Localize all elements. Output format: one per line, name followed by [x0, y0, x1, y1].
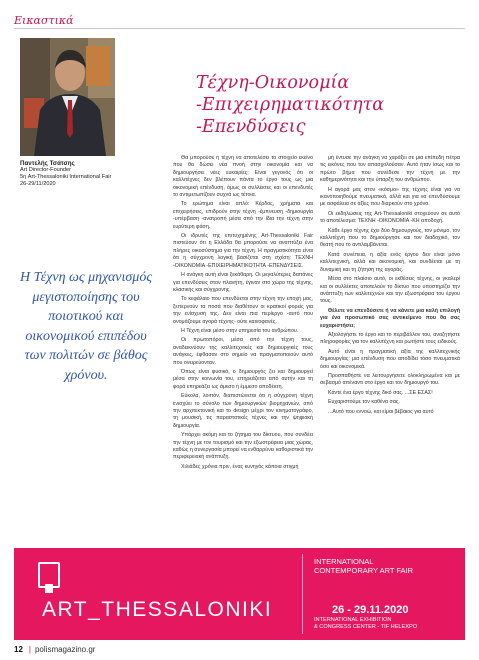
article-column-2 — [320, 155, 460, 530]
ad-divider — [302, 554, 303, 634]
paragraph: Οι εκδηλώσεις της Art-Thessaloniki στοχεύουν σε αυτό το αποτέλεσμα: ΤΕΧΝΗ -ΟΙΚΟΝΟΜΙΑ -ΚΗ αποδοχή. — [320, 210, 460, 225]
paragraph: Χιλιάδες χρόνια πριν, ένας κυνηγός κάποια στιγμή — [181, 463, 299, 470]
paragraph: Υπάρχει ακόμη και το ζήτημα του δίκτυου, που συνδέει την τέχνη με τον τουρισμό και την εξωστρέφεια μιας χώρας, καθώς η συνεργασία μπορεί να ενθαρρύνει καθοριστικά την περιφερειακή ανάπτυξη. — [173, 432, 313, 461]
article-title — [196, 72, 436, 138]
paragraph: Προσπαθήστε να λειτουργήσετε ολοκληρωμένα και με σεβασμό απέναντι στο έργο και τον δημιουργό του. — [320, 372, 460, 387]
photo-caption — [20, 160, 140, 188]
article-column-1 — [173, 155, 313, 530]
paragraph: Κάθε έργο τέχνης έχει δύο δημιουργούς, τον μόνιμο, τον καλλιτέχνη που το δημιούργησε και τον διαδοχικό, τον θεατή που το αντιλαμβάνεται. — [320, 227, 460, 249]
page-number: 12 — [14, 645, 23, 654]
title-line-3: -Επενδύσεις — [196, 117, 306, 137]
ad-dates: 26 - 29.11.2020 — [332, 604, 409, 616]
paragraph-bold: Θέλετε να επενδύσετε ή να κάνετε μια καλή επιλογή για ένα προσωπικό σας αντικείμενο που θα σας ευχαριστήσει; — [320, 307, 460, 329]
paragraph: Κατά συνέπεια, η αξία ενός έργου δεν είναι μόνο καλλιτεχνική, αλλά και οικονομική, και συνδέεται με τη δυναμική και τη ζήτηση της αγοράς. — [320, 251, 460, 273]
paragraph: Η ανάγκη αυτή είναι ξεκάθαρη. Οι μεγαλύτερες δαπάνες για επενδύσεις στον πλανήτη, έγιναν στο χώρο της τέχνης, κλασικής και σύγχρονης. — [173, 272, 313, 293]
title-line-2: -Επιχειρηματικότητα — [196, 95, 385, 115]
caption-role: Art Director-Founder — [20, 167, 71, 173]
page-footer — [14, 645, 95, 654]
paragraph: Οι ιδρυτές της επιτυχημένης Art-Thessaloniki Fair πιστεύουν ότι η Ελλάδα θα μπορούσε να αναπτύξει ένα πλήρες οικοσύστημα για την τέχνη. Η πραγματικότητα είναι ότι η σύγχρονη λογική βασίζεται στη σχέση: ΤΕΧΝΗ -ΟΙΚΟΝΟΜΙΑ -ΕΠΙΧΕΙΡΗΜΑΤΙΚΟΤΗΤΑ -ΕΠΕΝΔΥΣΕΙΣ. — [173, 233, 313, 269]
ad-line-2: CONTEMPORARY ART FAIR — [314, 566, 414, 575]
ad-brand: ART_THESSALONIKI — [42, 598, 273, 621]
caption-name: Παντελής Τσάτσης — [20, 160, 75, 167]
paragraph: Όπως είναι φυσικό, ο δημιουργός ζει και δημιουργεί μέσα στην κοινωνία του, επηρεάζεται από αυτήν και τη φορά επηρεάζει ως άμεσο ή έμμεσο αποδέκτη. — [173, 368, 313, 390]
header-rule — [14, 28, 465, 29]
paragraph: Κάντε ένα έργο τέχνης δικό σας. ...ΣΕ ΕΣΑΣ! — [328, 389, 433, 396]
footer-separator: | — [28, 645, 31, 654]
paragraph: Ευχαριστούμε τον καθένα σας. — [328, 399, 400, 406]
paragraph: Η αγορά μας στον «κόσμο» της τέχνης είναι για να ικανοποιηθούμε πνευματικά, αλλά και για να επενδύσουμε με ασφάλεια σε αξίες που διαρκούν στο χρόνο. — [320, 186, 460, 208]
ad-line-1: INTERNATIONAL — [314, 557, 374, 566]
ad-venue-line-2: & CONGRESS CENTER - TIF HELEXPO — [314, 624, 418, 630]
pull-quote: Η Τέχνη ως μηχανισμός μεγιστοποίησης του ποιοτικού και οικονομικού επιπέδου των πολιτών σε βάθος χρόνου. — [19, 270, 153, 383]
paragraph: μή έντυσε την ανάγκη να χαράξει σε μια επίπεδη πέτρα τις εικόνες που τον απασχολούσαν. Αυτό ήταν ίσως και το πρώτο βήμα που συνέδεσε την τέχνη με την καθημερινότητα και την ύπαρξη του ανθρώπου. — [320, 155, 460, 184]
paragraph: Αυτό είναι η πραγματική αξία της καλλιτεχνικής δημιουργίας: μια επένδυση που αποδίδει τόσο πνευματικά όσο και οικονομικά. — [320, 348, 460, 370]
paragraph: Θα μπορούσε η τέχνη να αποτελέσει το στοιχείο εκείνο που θα δώσει νέα πνοή στην οικονομία και να δημιουργήσει νέες ευκαιρίες; Είναι γεγονός ότι οι καλλιτέχνες δεν βλέπουν πάντα το έργο τους ως μια οικονομική επένδυση, όμως οι συλλέκτες και οι επενδυτές το αντιμετωπίζουν συχνά ως τέτοια. — [173, 155, 313, 199]
brand-mark-icon — [38, 562, 60, 588]
portrait-illustration — [20, 38, 115, 156]
section-label: Εικαστικά — [14, 14, 74, 27]
art-thessaloniki-ad[interactable] — [14, 548, 465, 640]
paragraph: Αξιολογήστε το έργο και το περιβάλλον του, αναζητήστε πληροφορίες για τον καλλιτέχνη και ρωτήστε τους ειδικούς. — [320, 331, 460, 346]
paragraph: Το κεφάλαιο που επενδύεται στην τέχνη την εποχή μας, ξεπερνούν τα ποσά που διαθέτουν οι κρατικοί φορείς για την ενίσχυσή της. Δεν είναι πια περίεργο -αυτό που ονομάζουμε αγορά τέχνης- ούτε καινοφανές. — [173, 296, 313, 325]
caption-dates: 26-29/11/2020 — [20, 181, 56, 187]
author-photo — [20, 38, 115, 156]
ad-venue — [314, 617, 417, 631]
caption-fair: 5η Art-Thessaloniki International Fair — [20, 174, 112, 180]
paragraph: ...Αυτό που εννοώ, και είμαι βέβαιος για αυτό — [328, 408, 434, 415]
paragraph: Εύκολα, λοιπόν, διαπιστώνεται ότι η σύγχρονη τέχνη ενισχύει το σύνολο των δημιουργικών βιομηχανιών, από την αρχιτεκτονική και το design μέχρι τον κινηματογράφο, τη μουσική, τις παραστατικές τέχνες και την ψηφιακή δημιουργία. — [173, 393, 313, 429]
footer-site[interactable]: polismagazino.gr — [34, 645, 96, 654]
ad-venue-line-1: INTERNATIONAL EXHIBITION — [314, 617, 392, 623]
ad-fair-name — [314, 557, 413, 575]
title-line-1: Τέχνη-Οικονομία — [196, 73, 350, 93]
paragraph: Η Τέχνη είναι μέσο στην υπηρεσία του ανθρώπου. — [181, 327, 299, 334]
paragraph: Το ερώτημα είναι απλό: Κέρδος, χρήματα και επιχειρήσεις, επιδρούν στην τέχνη -έμπνευση -δημιουργία -υπέρβαση -ανατροπή μέσα από την ίδια την τέχνη στην ευρύτερη φάση. — [173, 201, 313, 230]
paragraph: Μέσα στο πλαίσιο αυτό, οι εκθέσεις τέχνης, οι γκαλερί και οι συλλέκτες αποτελούν το δίκτυο που υποστηρίζει την ανάπτυξη των καλλιτεχνών και την εξωστρέφεια του έργου τους. — [320, 276, 460, 305]
paragraph: Οι πρωτοπόροι, μέσα από την τέχνη τους, αναδεικνύουν της καλλιτεχνικές και δημιουργικές τους ανάγκες, έφθασαν στο σημείο να πραγματοποιούν αυτό που ονειρεύονταν. — [173, 337, 313, 366]
